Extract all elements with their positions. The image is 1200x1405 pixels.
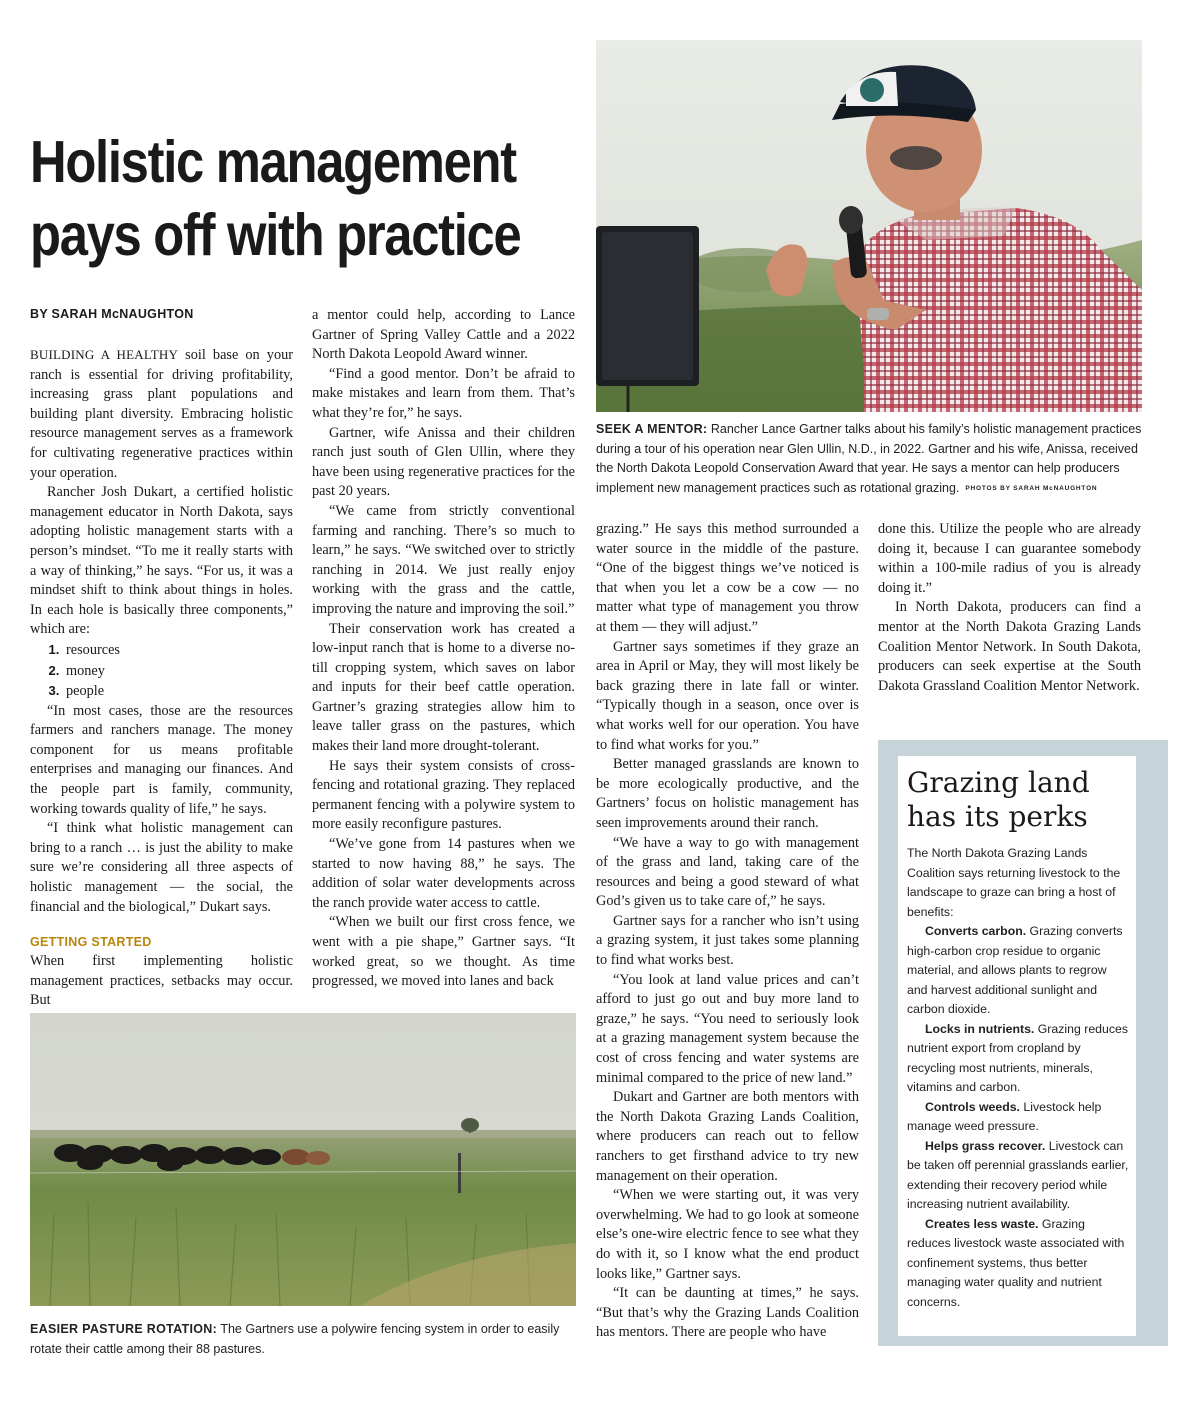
col1-paragraph-1: BUILDING A HEALTHY soil base on your ranch is essential for driving profitability, increasing grass plant populations and building plant diversity. Embracing holistic resource management serves as a framework for cultivating regenerative practices within your operation.: [30, 347, 293, 481]
caption-label: SEEK A MENTOR:: [596, 422, 708, 436]
sidebar-intro: The North Dakota Grazing Lands Coalition says returning livestock to the landscape to graze can bring a host of benefits:: [907, 846, 1121, 919]
col3-paragraph-6: “You look at land value prices and can’t afford to just go out and buy more land to graze,” he says. “You need to seriously look at a grazing management system because the cost of cross fencing and water systems are minimal compared to the price of new land.”: [596, 971, 859, 1086]
headline-line-2: pays off with practice: [30, 202, 521, 268]
subhead-getting-started: GETTING STARTED: [30, 935, 152, 950]
col3-paragraph-7: Dukart and Gartner are both mentors with the North Dakota Grazing Lands Coalition, where producers can reach out to fellow ranchers to get firsthand advice to try new management on their operation.: [596, 1089, 859, 1184]
sidebar-content: [898, 756, 1136, 1336]
photo-credit: PHOTOS BY SARAH McNAUGHTON: [965, 484, 1098, 492]
col1-paragraph-2: Rancher Josh Dukart, a certified holistic management educator in North Dakota, says adopting holistic management starts with a person’s mindset. “To me it really starts with a way of thinking,” he says. “For us, it was a mindset shift to think about things in holes. In each hole is basically three components,” which are:: [30, 484, 293, 638]
sidebar-body: [907, 844, 1130, 1312]
sidebar-item: Helps grass recover. Livestock can be taken off perennial grasslands earlier, extending their recovery period while increasing nutrient availability.: [907, 1138, 1129, 1211]
caption-label: EASIER PASTURE ROTATION:: [30, 1322, 218, 1336]
sidebar-item: Creates less waste. Grazing reduces livestock waste associated with confinement systems, thus better managing water quality and nutrient concerns.: [907, 1216, 1125, 1309]
article-column-4: [878, 520, 1141, 696]
byline: BY SARAH McNAUGHTON: [30, 307, 194, 321]
caption-text: The Gartners use a polywire fencing system in order to easily rotate their cattle among their 88 pastures.: [30, 1322, 560, 1356]
col3-paragraph-5: Gartner says for a rancher who isn’t using a grazing system, it just takes some planning to find what works best.: [596, 912, 859, 969]
col2-paragraph-7: “We’ve gone from 14 pastures when we started to now having 88,” he says. The addition of solar water developments across the ranch provide water access to cattle.: [312, 836, 575, 911]
col4-paragraph-1: done this. Utilize the people who are already doing it, because I can guarantee somebody within a 100-mile radius of you is already doing it.”: [878, 521, 1141, 596]
top-photo-caption: [596, 420, 1142, 498]
col3-paragraph-3: Better managed grasslands are known to be more ecologically productive, and the Gartners’ focus on holistic management has seen improvements around their ranch.: [596, 756, 859, 831]
photo-cattle-pasture: [30, 1013, 576, 1306]
col3-paragraph-9: “It can be daunting at times,” he says. “But that’s why the Grazing Lands Coalition has mentors. There are people who have: [596, 1285, 859, 1341]
caption-text: Rancher Lance Gartner talks about his family’s holistic management practices during a tour of his operation near Glen Ullin, N.D., in 2022. Gartner and his wife, Anissa, received the North Dakota Leopold Conservation Award that year. He says a mentor can help producers implement new management practices such as rotational grazing.: [596, 422, 1142, 495]
article-column-1: [30, 345, 293, 1011]
col2-paragraph-3: Gartner, wife Anissa and their children ranch just south of Glen Ullin, where they have been using regenerative practices for the past 20 years.: [312, 424, 575, 500]
article-column-3: [596, 520, 859, 1343]
sidebar-title: Grazing land has its perks: [907, 766, 1090, 833]
col3-paragraph-8: “When we were starting out, it was very overwhelming. We had to go look at someone else’s one-wire electric fence to see what they do with it, so I know what the end product looks like,” Gartner says.: [596, 1187, 859, 1282]
sidebar-box: [878, 740, 1168, 1346]
col2-paragraph-2: “Find a good mentor. Don’t be afraid to make mistakes and learn from them. That’s what they’re for,” he says.: [312, 365, 575, 421]
col3-paragraph-2: Gartner says sometimes if they graze an area in April or May, they will most likely be back grazing there in late fall or winter. “Typically though in a season, once over is what works well for our operation. You have to find what works for you.”: [596, 638, 859, 753]
col2-paragraph-4: “We came from strictly conventional farming and ranching. There’s so much to learn,” he says. “We switched over to strictly ranching in 2014. We just really enjoy working with the grass and the cattle, improving the nature and improving the soil.”: [312, 502, 575, 617]
photo-rancher-speaking: [596, 40, 1142, 412]
sidebar-item: Locks in nutrients. Grazing reduces nutrient export from cropland by recycling most nutrients, minerals, vitamins and carbon.: [907, 1021, 1128, 1094]
list-item: 3. people: [63, 681, 293, 702]
pasture-photo-illustration: [30, 1013, 576, 1306]
col1-paragraph-4: “I think what holistic management can bring to a ranch … is just the ability to make sure we’re considering all three aspects of holistic management — the social, the financial and the biological,” Dukart says.: [30, 820, 293, 915]
sidebar-item: Controls weeds. Livestock help manage weed pressure.: [907, 1099, 1102, 1133]
col2-paragraph-5: Their conservation work has created a low-input ranch that is home to a diverse no-till cropping system, which saves on labor and inputs for their beef cattle operation. Gartner’s grazing strategies allow him to leave taller grass on the pastures, which makes their land more drought-tolerant.: [312, 620, 575, 755]
components-list: [30, 640, 293, 702]
sidebar-item: Converts carbon. Grazing converts high-carbon crop residue to organic material, and allows plants to regrow and harvest additional sunlight and carbon dioxide.: [907, 924, 1123, 1016]
list-item: 2. money: [63, 661, 293, 682]
headline: [30, 126, 521, 272]
col3-paragraph-1: grazing.” He says this method surrounded a water source in the middle of the pasture. “One of the biggest things we’ve noticed is that when you let a cow be a cow — no matter what type of management you throw at them — they will adjust.”: [596, 521, 859, 635]
headline-line-1: Holistic management: [30, 129, 516, 195]
lead-in: BUILDING A HEALTHY: [30, 347, 179, 362]
col1-paragraph-3: “In most cases, those are the resources farmers and ranchers manage. The money component for us means profitable enterprises and managing our finances. And the people part is family, community, working towards quality of life,” he says.: [30, 702, 293, 817]
article-column-2: [312, 306, 575, 992]
col2-paragraph-6: He says their system consists of cross-fencing and rotational grazing. They replaced permanent fencing with a polywire system to more easily reconfigure pastures.: [312, 757, 575, 833]
list-item: 1. resources: [63, 640, 293, 661]
col4-paragraph-2: In North Dakota, producers can find a mentor at the North Dakota Grazing Lands Coalition Mentor Network. In South Dakota, producers can seek expertise at the South Dakota Grassland Coalition Mentor Network.: [878, 599, 1141, 694]
col2-paragraph-8: “When we built our first cross fence, we went with a pie shape,” Gartner says. “It worked great, so we thought. As time progressed, we moved into lanes and back: [312, 914, 575, 990]
col3-paragraph-4: “We have a way to go with management of the grass and land, taking care of the resources and being a good steward of what God’s given us to take care of,” he says.: [596, 834, 859, 910]
bottom-photo-caption: [30, 1320, 576, 1359]
col2-paragraph-1: a mentor could help, according to Lance Gartner of Spring Valley Cattle and a 2022 North Dakota Leopold Award winner.: [312, 307, 575, 363]
rancher-photo-illustration: [596, 40, 1142, 412]
col1-paragraph-5: When first implementing holistic management practices, setbacks may occur. But: [30, 953, 293, 1009]
